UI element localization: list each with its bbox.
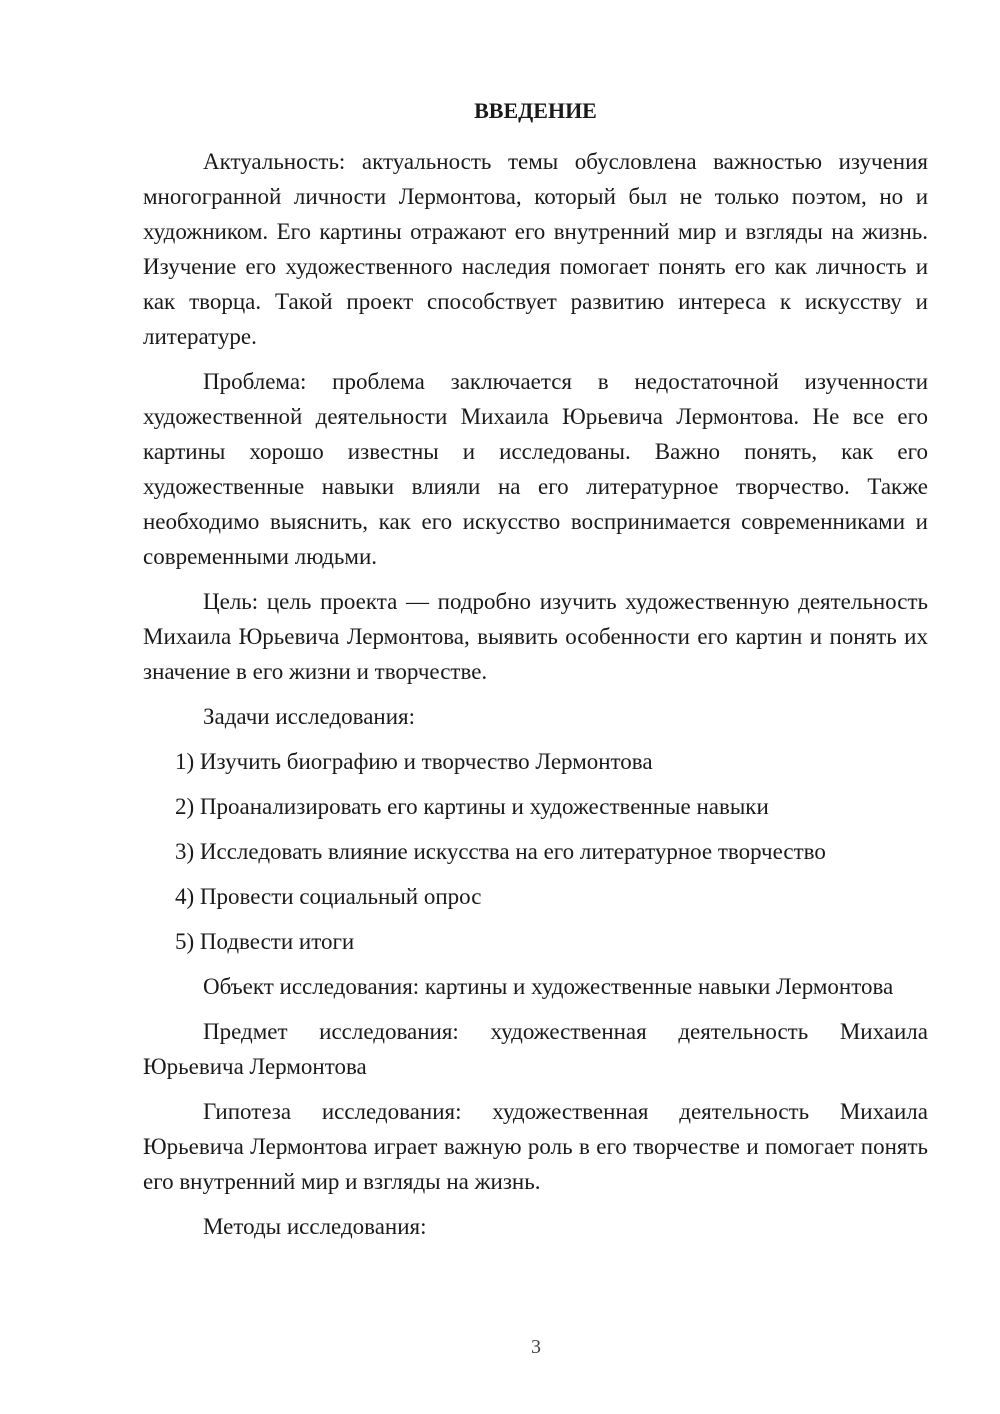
list-item: 2) Проанализировать его картины и художественные навыки — [175, 794, 769, 819]
methods-intro: Методы исследования: — [203, 1214, 427, 1239]
list-item: 5) Подвести итоги — [175, 929, 355, 954]
tasks-intro: Задачи исследования: — [203, 704, 416, 729]
page-number: 3 — [531, 1336, 541, 1358]
relevance-paragraph: Актуальность: актуальность темы обусловлена важностью изучения многогранной личности Лермонтова, который был не только поэтом, но и художником. Его картины отражают его внутренний мир и взгляды на жизнь. Изучение его художественного наследия помогает понять его как личность и как творца. Такой проект способствует развитию интереса к искусству и литературе. — [143, 149, 928, 349]
hypothesis-paragraph: Гипотеза исследования: художественная деятельность Михаила Юрьевича Лермонтова играет важную роль в его творчестве и помогает понять его внутренний мир и взгляды на жизнь. — [143, 1099, 928, 1194]
problem-paragraph: Проблема: проблема заключается в недостаточной изученности художественной деятельности Михаила Юрьевича Лермонтова. Не все его картины хорошо известны и исследованы. Важно понять, как его художественные навыки влияли на его литературное творчество. Также необходимо выяснить, как его искусство воспринимается современниками и современными людьми. — [143, 369, 928, 569]
tasks-list — [143, 744, 928, 959]
list-item: 3) Исследовать влияние искусства на его литературное творчество — [175, 839, 826, 864]
object-paragraph: Объект исследования: картины и художественные навыки Лермонтова — [203, 974, 894, 999]
list-item: 4) Провести социальный опрос — [175, 884, 482, 909]
document-page — [143, 96, 928, 1254]
section-heading: ВВЕДЕНИЕ — [474, 98, 597, 123]
subject-paragraph: Предмет исследования: художественная деятельность Михаила Юрьевича Лермонтова — [143, 1019, 928, 1079]
list-item: 1) Изучить биографию и творчество Лермонтова — [175, 749, 653, 774]
goal-paragraph: Цель: цель проекта — подробно изучить художественную деятельность Михаила Юрьевича Лермонтова, выявить особенности его картин и понять их значение в его жизни и творчестве. — [143, 589, 928, 684]
